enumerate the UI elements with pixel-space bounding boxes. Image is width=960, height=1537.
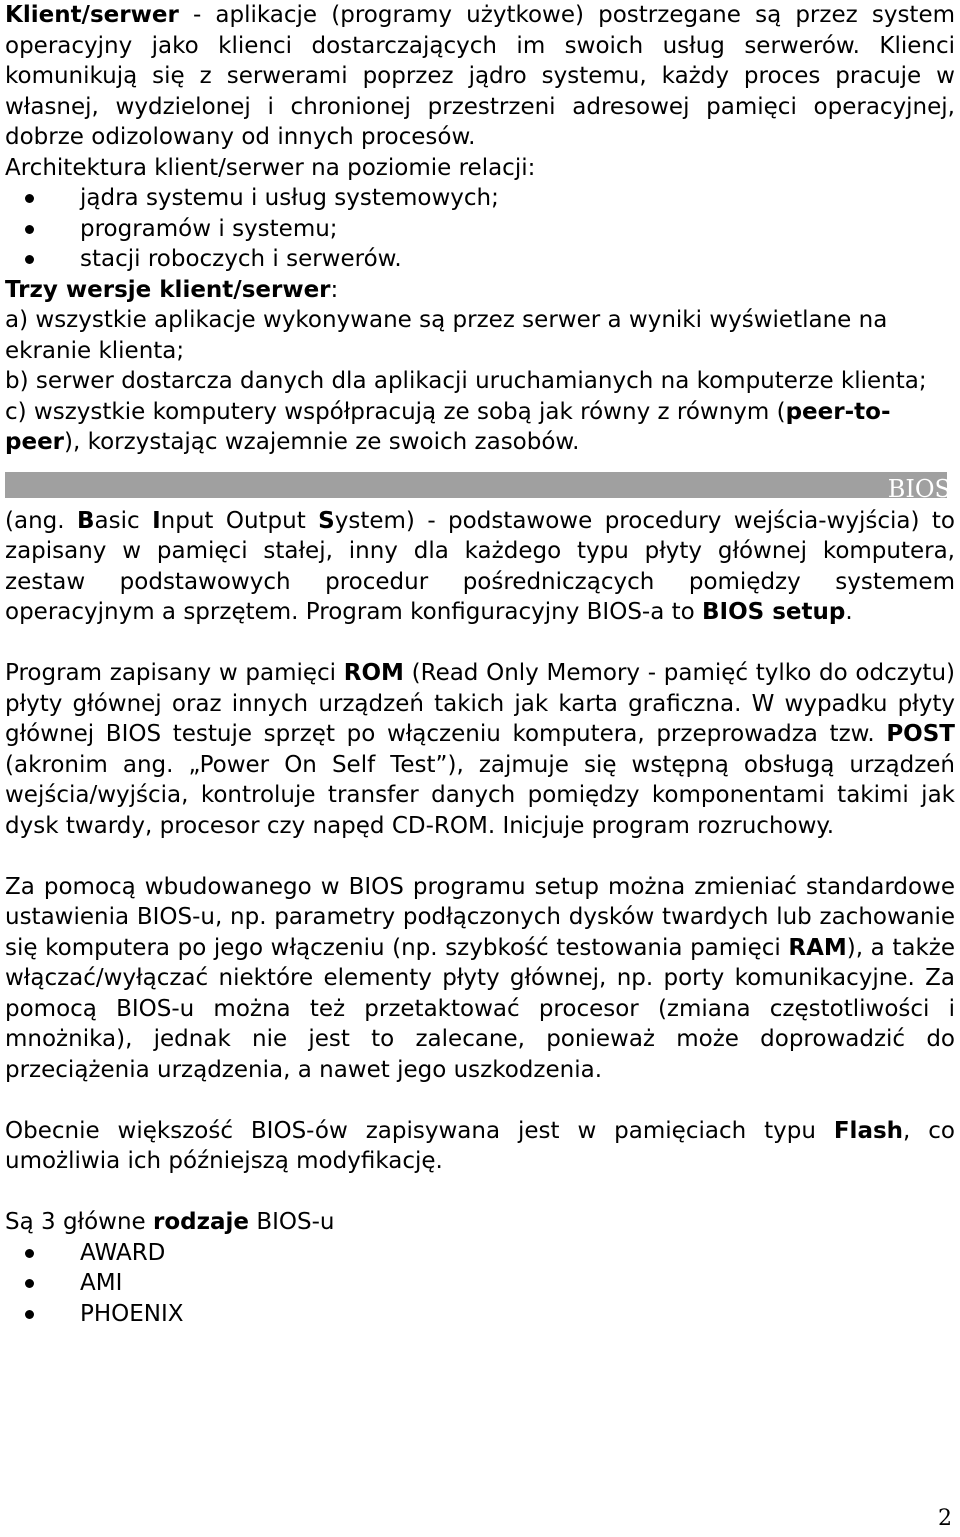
bullet-icon — [25, 1310, 34, 1319]
bios-header-label: BIOS — [887, 474, 951, 503]
list-item: AWARD — [5, 1238, 955, 1269]
page-number: 2 — [938, 1506, 952, 1531]
setup-paragraph: Za pomocą wbudowanego w BIOS programu setup można zmieniać standardowe ustawienia BIOS-u, np. parametry podłączonych dysków twardych lub zachowanie się komputera po jego włączeniu (np. szybkość testowania pamięci RAM), a także włączać/wyłączać niektóre elementy płyty głównej, np. porty komunikacyjne. Za pomocą BIOS-u można też przetaktować procesor (zmiana częstotliwości i mnożnika), jednak nie jest to zalecane, ponieważ może doprowadzić do przeciążenia urządzenia, a nawet jego uszkodzenia. — [5, 873, 956, 1083]
bios-types-list — [5, 1238, 955, 1330]
bullet-icon — [25, 1249, 34, 1258]
list-item: programów i systemu; — [5, 214, 955, 245]
versions-heading: Trzy wersje klient/serwer: — [5, 276, 339, 303]
bios-types-intro: Są 3 główne rodzaje BIOS-u — [5, 1209, 335, 1235]
term-client-server: Klient/serwer — [5, 2, 179, 28]
architecture-line: Architektura klient/serwer na poziomie relacji: — [5, 154, 536, 181]
document-page — [5, 0, 955, 1329]
list-item: jądra systemu i usług systemowych; — [5, 183, 955, 214]
bullet-icon — [25, 255, 34, 264]
version-a: a) wszystkie aplikacje wykonywane są przez serwer a wyniki wyświetlane na ekranie klienta; — [5, 307, 888, 364]
version-c: c) wszystkie komputery współpracują ze sobą jak równy z równym (peer-to-peer), korzystając wzajemnie ze swoich zasobów. — [5, 398, 891, 455]
list-item: stacji roboczych i serwerów. — [5, 244, 955, 275]
bios-definition-paragraph: (ang. Basic Input Output System) - podstawowe procedury wejścia-wyjścia) to zapisany w pamięci stałej, inny dla każdego typu płyty głównej komputera, zestaw podstawowych procedur pośredniczących pomiędzy systemem operacyjnym a sprzętem. Program konfiguracyjny BIOS-a to BIOS setup. — [5, 507, 955, 625]
bullet-icon — [25, 225, 34, 234]
intro-paragraph — [5, 0, 955, 153]
bullet-icon — [25, 194, 34, 203]
intro-text: - aplikacje (programy użytkowe) postrzegane są przez system operacyjny jako klienci dostarczających im swoich usług serwerów. Klienci komunikują się z serwerami poprzez jądro systemu, każdy proces pracuje w własnej, wydzielonej i chronionej przestrzeni adresowej pamięci operacyjnej, dobrze odizolowany od innych procesów. — [5, 2, 955, 150]
version-b: b) serwer dostarcza danych dla aplikacji uruchamianych na komputerze klienta; — [5, 368, 927, 394]
list-item: AMI — [5, 1268, 955, 1299]
architecture-list — [5, 183, 955, 275]
bios-section-header — [5, 472, 951, 503]
flash-paragraph: Obecnie większość BIOS-ów zapisywana jest w pamięciach typu Flash, co umożliwia ich późniejszą modyfikację. — [5, 1117, 955, 1174]
list-item: PHOENIX — [5, 1299, 955, 1330]
rom-paragraph: Program zapisany w pamięci ROM (Read Only Memory - pamięć tylko do odczytu) płyty głównej oraz innych urządzeń takich jak karta graficzna. W wypadku płyty głównej BIOS testuje sprzęt po włączeniu komputera, przeprowadza tzw. POST (akronim ang. „Power On Self Test”), zajmuje się wstępną obsługą urządzeń wejścia/wyjścia, kontroluje transfer danych pomiędzy komponentami takimi jak dysk twardy, procesor czy napęd CD-ROM. Inicjuje program rozruchowy. — [5, 660, 955, 839]
bullet-icon — [25, 1279, 34, 1288]
